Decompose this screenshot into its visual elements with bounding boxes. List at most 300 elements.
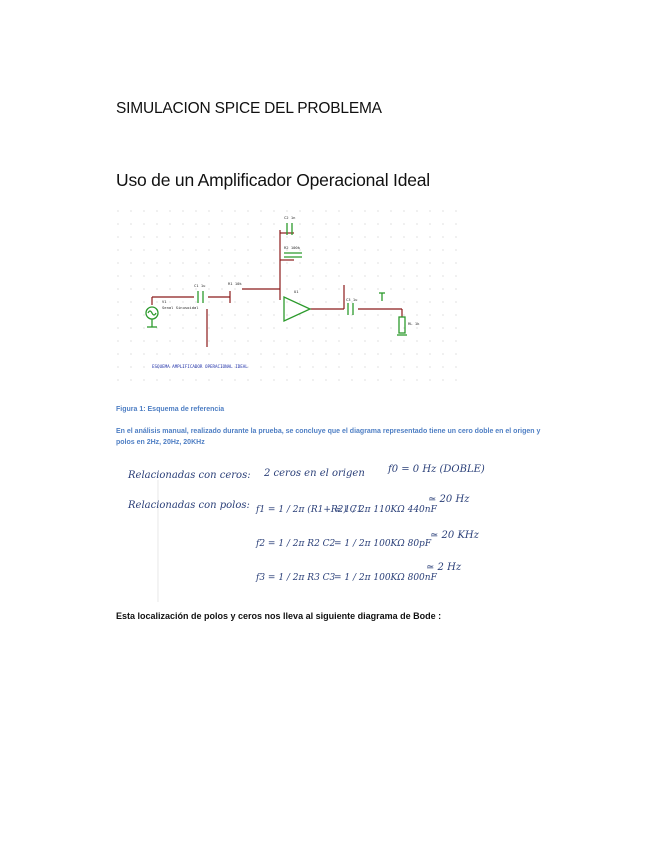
- grid-dot: [416, 223, 417, 224]
- grid-dot: [260, 353, 261, 354]
- grid-dot: [221, 249, 222, 250]
- grid-dot: [377, 366, 378, 367]
- grid-dot: [390, 366, 391, 367]
- grid-dot: [156, 249, 157, 250]
- hw-f2-numeric: = 1 / 2π 100KΩ 80pF: [334, 539, 432, 549]
- grid-dot: [169, 379, 170, 380]
- grid-dot: [182, 327, 183, 328]
- grid-dot: [416, 275, 417, 276]
- grid-dot: [234, 275, 235, 276]
- grid-dot: [260, 379, 261, 380]
- grid-dot: [429, 210, 430, 211]
- grid-dot: [364, 301, 365, 302]
- grid-dot: [364, 379, 365, 380]
- grid-dot: [351, 353, 352, 354]
- grid-dot: [325, 353, 326, 354]
- grid-dot: [325, 223, 326, 224]
- figure-caption: Figura 1: Esquema de referencia: [116, 406, 225, 413]
- grid-dot: [221, 275, 222, 276]
- grid-dot: [364, 314, 365, 315]
- grid-dot: [403, 236, 404, 237]
- hw-f1-formula: f1 = 1 / 2π (R1+R2) C1: [256, 505, 363, 515]
- grid-dot: [377, 262, 378, 263]
- grid-dot: [338, 327, 339, 328]
- grid-dot: [455, 301, 456, 302]
- grid-dot: [455, 236, 456, 237]
- grid-dot: [286, 262, 287, 263]
- grid-dot: [234, 249, 235, 250]
- grid-dot: [299, 327, 300, 328]
- grid-dot: [221, 236, 222, 237]
- grid-dot: [273, 366, 274, 367]
- grid-dot: [130, 288, 131, 289]
- grid-dot: [117, 301, 118, 302]
- grid-dot: [221, 262, 222, 263]
- grid-dot: [143, 314, 144, 315]
- grid-dot: [195, 236, 196, 237]
- grid-dot: [286, 379, 287, 380]
- grid-dot: [338, 262, 339, 263]
- grid-dot: [429, 366, 430, 367]
- grid-dot: [260, 262, 261, 263]
- grid-dot: [377, 210, 378, 211]
- grid-dot: [351, 210, 352, 211]
- grid-dot: [208, 249, 209, 250]
- grid-dot: [169, 249, 170, 250]
- grid-dot: [169, 327, 170, 328]
- grid-dot: [130, 301, 131, 302]
- grid-dot: [156, 210, 157, 211]
- grid-dot: [117, 353, 118, 354]
- grid-dot: [221, 353, 222, 354]
- hw-zeros-formula: f0 = 0 Hz (DOBLE): [388, 464, 485, 475]
- grid-dot: [416, 379, 417, 380]
- grid-dot: [130, 353, 131, 354]
- grid-dot: [416, 249, 417, 250]
- grid-dot: [208, 314, 209, 315]
- grid-dot: [286, 288, 287, 289]
- grid-dot: [117, 327, 118, 328]
- grid-dot: [195, 327, 196, 328]
- grid-dot: [377, 314, 378, 315]
- grid-dot: [325, 210, 326, 211]
- grid-dot: [364, 210, 365, 211]
- grid-dot: [195, 314, 196, 315]
- grid-dot: [260, 223, 261, 224]
- grid-dot: [260, 210, 261, 211]
- grid-dot: [221, 379, 222, 380]
- grid-dot: [182, 340, 183, 341]
- grid-dot: [377, 288, 378, 289]
- grid-dot: [390, 236, 391, 237]
- grid-dot: [377, 236, 378, 237]
- grid-dot: [143, 379, 144, 380]
- grid-dot: [351, 379, 352, 380]
- grid-dot: [416, 301, 417, 302]
- hw-f1-result: ≃ 20 Hz: [428, 494, 470, 505]
- grid-dot: [156, 353, 157, 354]
- grid-dot: [390, 288, 391, 289]
- grid-dot: [338, 210, 339, 211]
- grid-dot: [312, 314, 313, 315]
- hw-zeros-label: Relacionadas con ceros:: [128, 470, 251, 481]
- grid-dot: [390, 275, 391, 276]
- grid-dot: [221, 301, 222, 302]
- grid-dot: [455, 366, 456, 367]
- grid-dot: [234, 236, 235, 237]
- grid-dot: [442, 223, 443, 224]
- hw-f2-result: ≃ 20 KHz: [430, 530, 479, 541]
- grid-dot: [195, 340, 196, 341]
- grid-dot: [351, 366, 352, 367]
- grid-dot: [442, 262, 443, 263]
- grid-dot: [403, 301, 404, 302]
- grid-dot: [156, 236, 157, 237]
- grid-dot: [403, 314, 404, 315]
- grid-dot: [234, 301, 235, 302]
- grid-dot: [169, 353, 170, 354]
- grid-dot: [117, 340, 118, 341]
- hw-f2-formula: f2 = 1 / 2π R2 C2: [256, 539, 336, 549]
- grid-dot: [247, 249, 248, 250]
- grid-dot: [416, 236, 417, 237]
- grid-dot: [156, 262, 157, 263]
- grid-dot: [442, 353, 443, 354]
- grid-dot: [260, 301, 261, 302]
- grid-dot: [247, 223, 248, 224]
- grid-dot: [403, 223, 404, 224]
- grid-dot: [273, 314, 274, 315]
- grid-dot: [442, 288, 443, 289]
- grid-dot: [390, 210, 391, 211]
- grid-dot: [182, 301, 183, 302]
- grid-dot: [377, 301, 378, 302]
- grid-dot: [247, 210, 248, 211]
- grid-dot: [455, 262, 456, 263]
- grid-dot: [130, 236, 131, 237]
- grid-dot: [117, 210, 118, 211]
- grid-dot: [299, 301, 300, 302]
- grid-dot: [169, 223, 170, 224]
- grid-dot: [455, 327, 456, 328]
- grid-dot: [403, 353, 404, 354]
- grid-dot: [312, 223, 313, 224]
- grid-dot: [442, 366, 443, 367]
- grid-dot: [195, 379, 196, 380]
- grid-dot: [182, 236, 183, 237]
- grid-dot: [455, 249, 456, 250]
- grid-dot: [195, 301, 196, 302]
- grid-dot: [299, 379, 300, 380]
- grid-dot: [286, 210, 287, 211]
- grid-dot: [130, 210, 131, 211]
- grid-dot: [195, 353, 196, 354]
- grid-dot: [455, 340, 456, 341]
- hw-poles-label: Relacionadas con polos:: [128, 500, 250, 511]
- grid-dot: [390, 340, 391, 341]
- grid-dot: [429, 262, 430, 263]
- grid-dot: [130, 379, 131, 380]
- grid-dot: [416, 327, 417, 328]
- grid-dot: [325, 288, 326, 289]
- grid-dot: [429, 249, 430, 250]
- grid-dot: [221, 340, 222, 341]
- grid-dot: [208, 236, 209, 237]
- grid-dot: [455, 275, 456, 276]
- grid-dot: [325, 262, 326, 263]
- handwritten-calculations: [112, 452, 532, 602]
- grid-dot: [364, 327, 365, 328]
- schematic-grid-dots: [117, 210, 456, 380]
- grid-dot: [247, 275, 248, 276]
- grid-dot: [455, 288, 456, 289]
- grid-dot: [208, 301, 209, 302]
- label-c2: C2 1n: [284, 215, 296, 220]
- grid-dot: [143, 327, 144, 328]
- grid-dot: [260, 236, 261, 237]
- grid-dot: [325, 340, 326, 341]
- grid-dot: [182, 379, 183, 380]
- grid-dot: [247, 340, 248, 341]
- grid-dot: [143, 275, 144, 276]
- grid-dot: [403, 288, 404, 289]
- grid-dot: [416, 366, 417, 367]
- grid-dot: [429, 288, 430, 289]
- grid-dot: [130, 366, 131, 367]
- grid-dot: [338, 314, 339, 315]
- grid-dot: [403, 275, 404, 276]
- grid-dot: [117, 379, 118, 380]
- grid-dot: [442, 340, 443, 341]
- grid-dot: [156, 379, 157, 380]
- grid-dot: [273, 275, 274, 276]
- grid-dot: [416, 288, 417, 289]
- label-r1: R1 10k: [228, 281, 242, 286]
- grid-dot: [169, 262, 170, 263]
- grid-dot: [260, 249, 261, 250]
- label-v1: V1: [162, 299, 167, 304]
- grid-dot: [117, 275, 118, 276]
- hw-zeros-value: 2 ceros en el origen: [264, 468, 365, 479]
- grid-dot: [338, 275, 339, 276]
- grid-dot: [299, 340, 300, 341]
- grid-dot: [143, 353, 144, 354]
- grid-dot: [416, 314, 417, 315]
- grid-dot: [273, 353, 274, 354]
- grid-dot: [442, 379, 443, 380]
- grid-dot: [169, 314, 170, 315]
- grid-dot: [195, 223, 196, 224]
- grid-dot: [338, 223, 339, 224]
- grid-dot: [234, 340, 235, 341]
- grid-dot: [156, 301, 157, 302]
- grid-dot: [364, 288, 365, 289]
- grid-dot: [182, 353, 183, 354]
- grid-dot: [312, 288, 313, 289]
- grid-dot: [312, 275, 313, 276]
- grid-dot: [195, 288, 196, 289]
- grid-dot: [221, 314, 222, 315]
- grid-dot: [117, 314, 118, 315]
- grid-dot: [325, 275, 326, 276]
- grid-dot: [169, 210, 170, 211]
- grid-dot: [247, 301, 248, 302]
- hw-f3-formula: f3 = 1 / 2π R3 C3: [256, 573, 336, 583]
- grid-dot: [208, 223, 209, 224]
- grid-dot: [377, 327, 378, 328]
- grid-dot: [299, 262, 300, 263]
- grid-dot: [273, 223, 274, 224]
- grid-dot: [156, 223, 157, 224]
- hw-f3-numeric: = 1 / 2π 100KΩ 800nF: [334, 573, 437, 583]
- grid-dot: [338, 249, 339, 250]
- label-v1-sub: Senal Sinusoidal: [162, 305, 199, 310]
- grid-dot: [182, 275, 183, 276]
- grid-dot: [455, 223, 456, 224]
- grid-dot: [130, 314, 131, 315]
- grid-dot: [429, 275, 430, 276]
- grid-dot: [208, 327, 209, 328]
- grid-dot: [325, 379, 326, 380]
- grid-dot: [143, 301, 144, 302]
- grid-dot: [351, 249, 352, 250]
- grid-dot: [208, 275, 209, 276]
- grid-dot: [442, 236, 443, 237]
- grid-dot: [390, 353, 391, 354]
- document-subtitle: Uso de un Amplificador Operacional Ideal: [116, 170, 430, 190]
- grid-dot: [234, 353, 235, 354]
- grid-dot: [351, 340, 352, 341]
- grid-dot: [403, 262, 404, 263]
- grid-dot: [247, 327, 248, 328]
- grid-dot: [234, 314, 235, 315]
- label-c3: C3 1u: [346, 297, 358, 302]
- grid-dot: [247, 236, 248, 237]
- grid-dot: [442, 249, 443, 250]
- grid-dot: [390, 314, 391, 315]
- grid-dot: [117, 262, 118, 263]
- label-r2: R2 100k: [284, 245, 301, 250]
- opamp-icon: [284, 297, 310, 321]
- grid-dot: [390, 327, 391, 328]
- grid-dot: [169, 301, 170, 302]
- grid-dot: [442, 275, 443, 276]
- grid-dot: [390, 262, 391, 263]
- grid-dot: [312, 366, 313, 367]
- grid-dot: [182, 314, 183, 315]
- grid-dot: [429, 314, 430, 315]
- grid-dot: [299, 236, 300, 237]
- grid-dot: [156, 275, 157, 276]
- grid-dot: [182, 210, 183, 211]
- grid-dot: [143, 210, 144, 211]
- grid-dot: [299, 314, 300, 315]
- grid-dot: [182, 262, 183, 263]
- grid-dot: [351, 327, 352, 328]
- grid-dot: [130, 275, 131, 276]
- grid-dot: [299, 366, 300, 367]
- grid-dot: [221, 223, 222, 224]
- grid-dot: [312, 340, 313, 341]
- schematic-components: [146, 223, 407, 335]
- grid-dot: [273, 262, 274, 263]
- grid-dot: [351, 223, 352, 224]
- grid-dot: [273, 210, 274, 211]
- grid-dot: [273, 379, 274, 380]
- grid-dot: [143, 249, 144, 250]
- grid-dot: [273, 301, 274, 302]
- grid-dot: [195, 249, 196, 250]
- grid-dot: [403, 210, 404, 211]
- grid-dot: [351, 262, 352, 263]
- grid-dot: [130, 262, 131, 263]
- grid-dot: [325, 314, 326, 315]
- grid-dot: [403, 366, 404, 367]
- grid-dot: [247, 379, 248, 380]
- grid-dot: [364, 340, 365, 341]
- grid-dot: [377, 340, 378, 341]
- grid-dot: [338, 379, 339, 380]
- label-c1: C1 1u: [194, 283, 206, 288]
- analysis-paragraph: En el análisis manual, realizado durante la prueba, se concluye que el diagrama representado tiene un cero doble en el origen y polos en 2Hz, 20Hz, 20KHz: [116, 428, 541, 446]
- grid-dot: [338, 236, 339, 237]
- grid-dot: [208, 210, 209, 211]
- grid-dot: [286, 236, 287, 237]
- grid-dot: [286, 275, 287, 276]
- grid-dot: [156, 340, 157, 341]
- grid-dot: [117, 288, 118, 289]
- schematic-wires: [152, 230, 402, 347]
- grid-dot: [234, 379, 235, 380]
- grid-dot: [312, 327, 313, 328]
- circuit-schematic: [112, 205, 462, 395]
- grid-dot: [234, 262, 235, 263]
- grid-dot: [156, 288, 157, 289]
- grid-dot: [442, 314, 443, 315]
- grid-dot: [117, 249, 118, 250]
- grid-dot: [351, 236, 352, 237]
- grid-dot: [416, 340, 417, 341]
- grid-dot: [338, 366, 339, 367]
- grid-dot: [130, 340, 131, 341]
- grid-dot: [312, 379, 313, 380]
- grid-dot: [429, 236, 430, 237]
- grid-dot: [416, 210, 417, 211]
- grid-dot: [117, 366, 118, 367]
- grid-dot: [286, 314, 287, 315]
- grid-dot: [455, 379, 456, 380]
- grid-dot: [390, 249, 391, 250]
- grid-dot: [273, 327, 274, 328]
- grid-dot: [169, 236, 170, 237]
- grid-dot: [364, 275, 365, 276]
- grid-dot: [338, 288, 339, 289]
- grid-dot: [377, 275, 378, 276]
- grid-dot: [390, 301, 391, 302]
- grid-dot: [403, 340, 404, 341]
- grid-dot: [364, 223, 365, 224]
- grid-dot: [143, 236, 144, 237]
- grid-dot: [312, 353, 313, 354]
- grid-dot: [195, 262, 196, 263]
- label-u1: U1: [294, 289, 299, 294]
- grid-dot: [273, 249, 274, 250]
- grid-dot: [208, 353, 209, 354]
- grid-dot: [182, 249, 183, 250]
- grid-dot: [377, 249, 378, 250]
- label-rl: RL 1k: [408, 321, 420, 326]
- grid-dot: [429, 353, 430, 354]
